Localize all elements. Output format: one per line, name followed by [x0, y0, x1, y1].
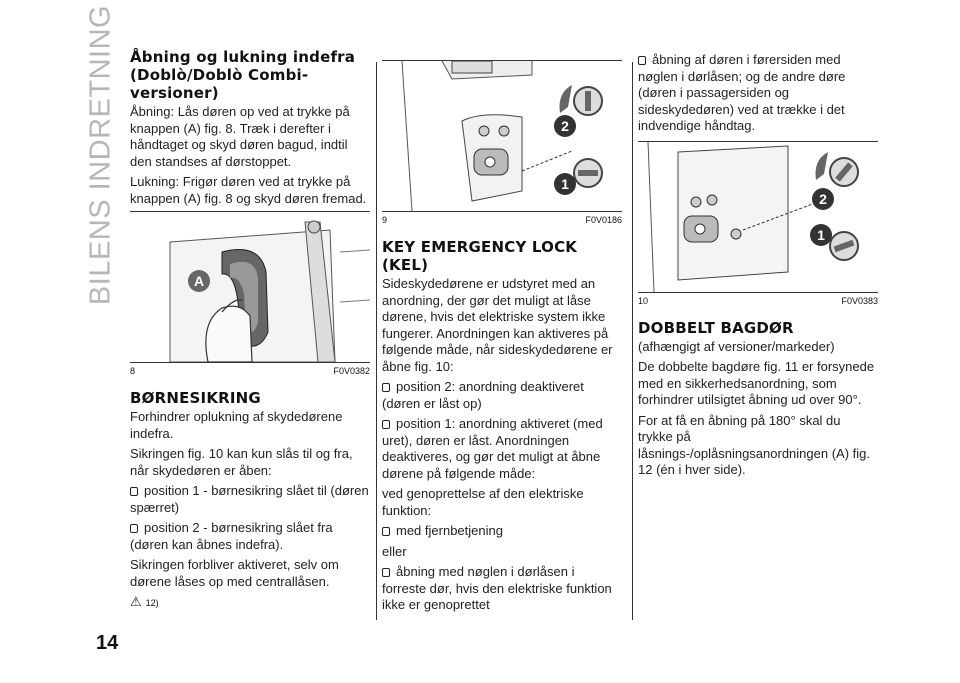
- paragraph: De dobbelte bagdøre fig. 11 er forsynede med en sikkerhedsanordning, som forhindrer utilsigtet åbning ud over 90°.: [638, 359, 875, 407]
- warning-reference: ⚠ 12): [130, 594, 159, 609]
- bullet-icon: [382, 568, 390, 577]
- figure-caption: [638, 293, 878, 309]
- paragraph: ved genoprettelse af den elektriske funktion:: [382, 486, 584, 518]
- paragraph: Lukning: Frigør døren ved at trykke på knappen (A) fig. 8 og skyd døren fremad.: [130, 174, 367, 206]
- warning-icon: ⚠: [130, 594, 142, 609]
- figure-caption: [382, 212, 622, 228]
- column-1: [130, 48, 370, 610]
- page-number: 14: [96, 632, 119, 654]
- column-3: [638, 52, 878, 483]
- bullet-item: åbning med nøglen i dørlåsen i forreste dør, hvis den elektriske funktion ikke er genoprettet: [382, 564, 612, 612]
- bullet-icon: [382, 420, 390, 429]
- callout-1: 1: [554, 173, 576, 195]
- bullet-icon: [130, 487, 138, 496]
- figure-code: F0V0382: [333, 366, 370, 376]
- bullet-item: position 1: anordning aktiveret (med uret), døren er låst. Anordningen deaktiveres, og gør det muligt at åbne dørene på følgende måde:: [382, 416, 603, 481]
- bullet-item: åbning af døren i førersiden med nøglen i dørlåsen; og de andre døre (døren i passagersiden og sideskydedøren) ved at trække i det indvendige håndtag.: [638, 52, 846, 133]
- figure-caption: [130, 363, 370, 379]
- callout-1: 1: [810, 224, 832, 246]
- bullet-icon: [638, 56, 646, 65]
- kel-lock-illustration: [638, 142, 878, 292]
- figure-number: 9: [382, 215, 388, 225]
- callout-2: 2: [812, 188, 834, 210]
- paragraph: eller: [382, 543, 407, 559]
- callout-a: A: [188, 270, 210, 292]
- bullet-item: position 1 - børnesikring slået til (døren spærret): [130, 483, 369, 515]
- callout-2: 2: [554, 115, 576, 137]
- paragraph: Forhindrer oplukning af skydedørene indefra.: [130, 409, 343, 441]
- paragraph: Åbning: Lås døren op ved at trykke på knappen (A) fig. 8. Træk i derefter i håndtaget og skyd døren bagud, indtil den standses af dørstoppet.: [130, 104, 350, 169]
- bullet-icon: [382, 527, 390, 536]
- figure-8: [130, 211, 370, 363]
- bullet-icon: [130, 524, 138, 533]
- section-heading-child-lock: BØRNESIKRING: [130, 389, 261, 407]
- bullet-item: position 2: anordning deaktiveret (døren er låst op): [382, 379, 584, 411]
- paragraph: Sikringen fig. 10 kan kun slås til og fra, når skydedøren er åben:: [130, 446, 353, 478]
- column-divider: [632, 62, 633, 620]
- bullet-item: position 2 - børnesikring slået fra (døren kan åbnes indefra).: [130, 520, 333, 552]
- section-heading-double-rear-door: DOBBELT BAGDØR: [638, 318, 794, 337]
- section-sidebar-title: [84, 4, 118, 306]
- figure-number: 8: [130, 366, 136, 376]
- figure-code: F0V0186: [585, 215, 622, 225]
- paragraph: (afhængigt af versioner/markeder): [638, 338, 835, 354]
- paragraph: Sideskydedørene er udstyret med an anordning, der gør det muligt at låse dørene, hvis det elektriske system ikke fungerer. Anordningen kan aktiveres på følgende måde, når sideskydedørene er åbne fig. 10:: [382, 276, 613, 374]
- child-lock-illustration: [382, 61, 622, 211]
- section-title: BILENS INDRETNING: [84, 4, 117, 306]
- figure-9: [382, 60, 622, 212]
- section-heading-kel: KEY EMERGENCY LOCK (KEL): [382, 238, 578, 274]
- section-heading-opening: Åbning og lukning indefra (Doblò/Doblò Combi-versioner): [130, 48, 356, 102]
- paragraph: Sikringen forbliver aktiveret, selv om dørene låses op med centrallåsen.: [130, 557, 339, 589]
- column-2: [382, 60, 622, 618]
- bullet-icon: [382, 383, 390, 392]
- figure-number: 10: [638, 295, 649, 306]
- door-handle-illustration: [130, 212, 370, 362]
- figure-code: F0V0383: [841, 295, 878, 306]
- paragraph: For at få en åbning på 180° skal du trykke på låsnings-/oplåsningsanordningen (A) fig. 12 (én i hver side).: [638, 412, 870, 477]
- bullet-item: med fjernbetjening: [382, 523, 622, 540]
- column-divider: [376, 62, 377, 620]
- figure-10: [638, 141, 878, 293]
